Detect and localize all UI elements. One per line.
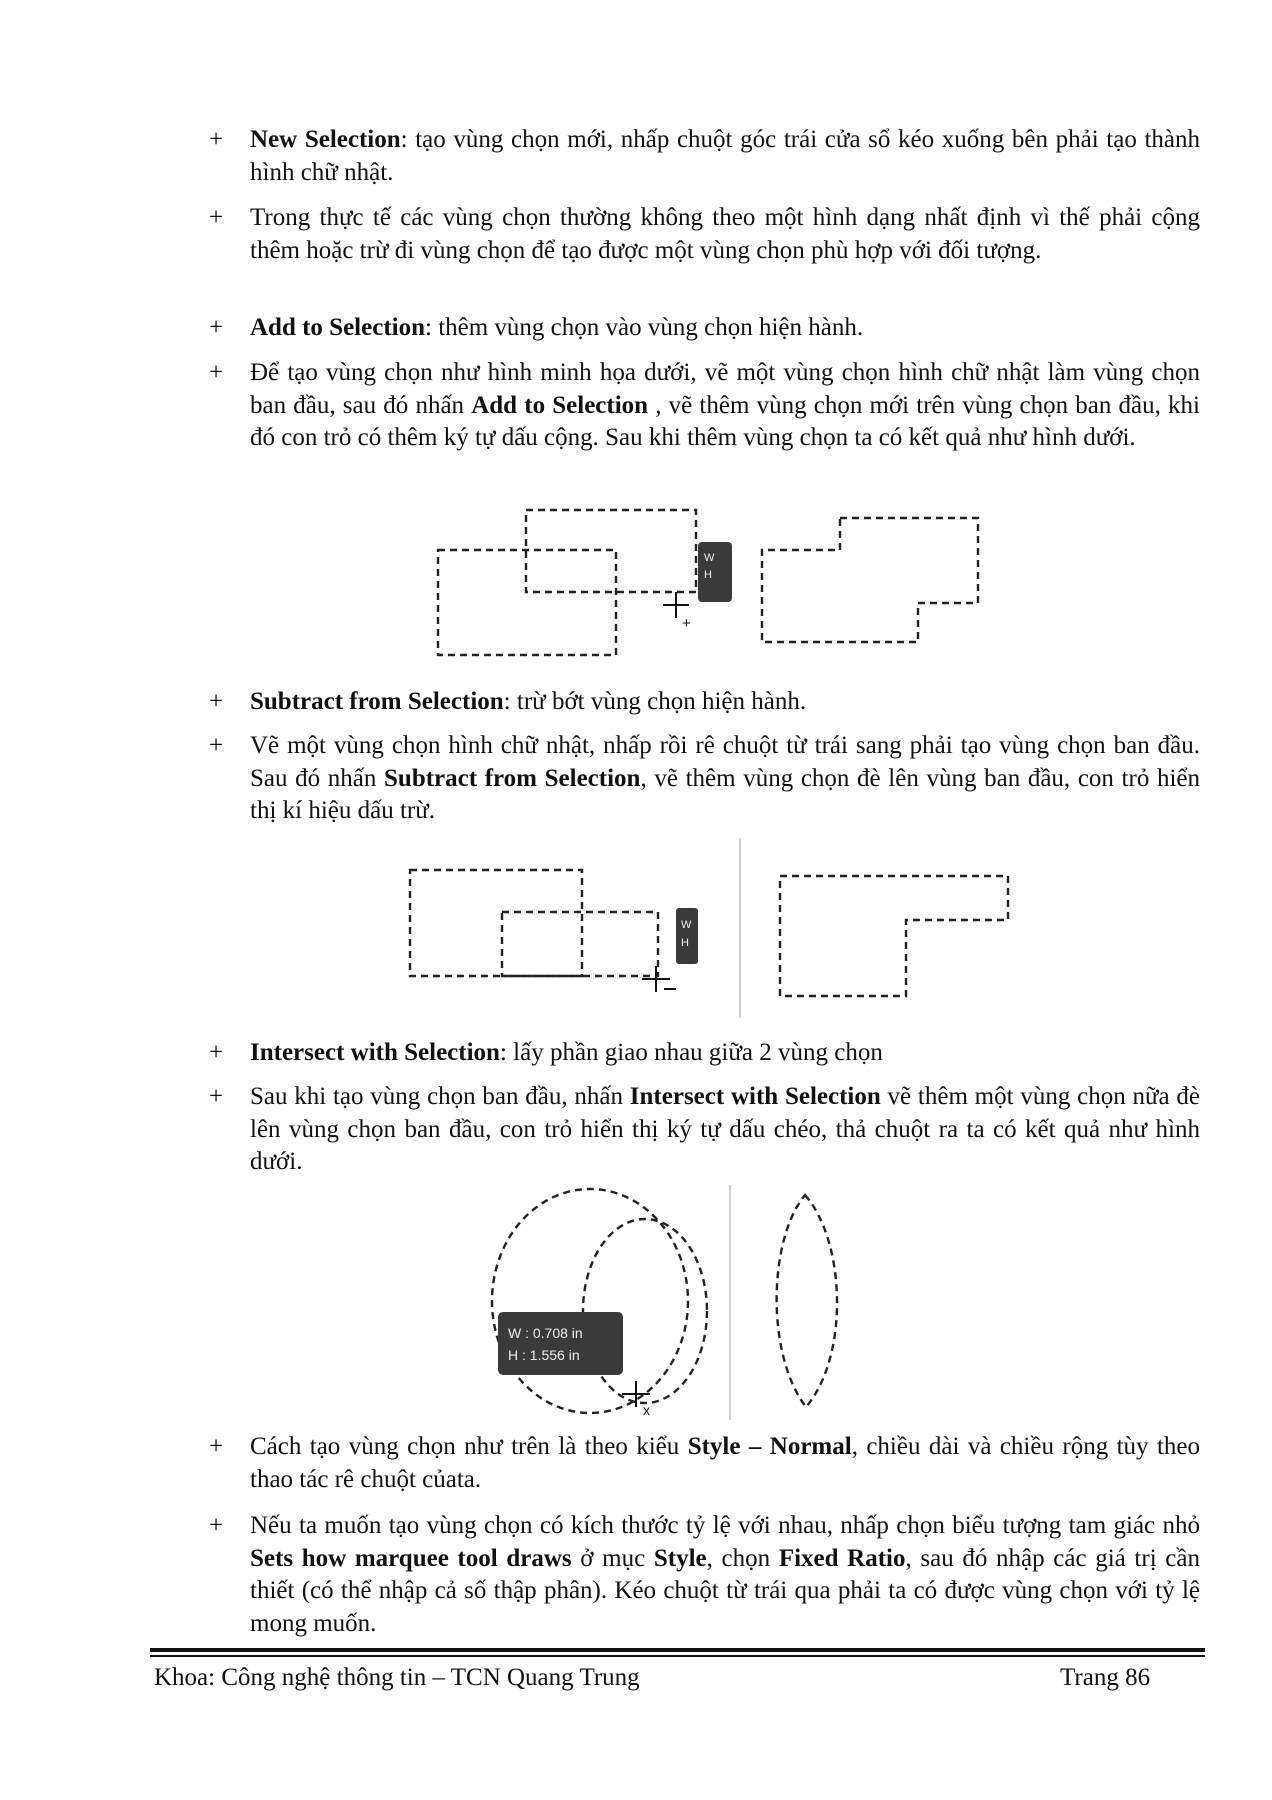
term-bold: Style – Normal [687, 1433, 852, 1460]
bullet-item-subtract-from-selection [208, 686, 1200, 719]
size-tooltip [498, 1312, 623, 1375]
item-text: , chiều dài và chiều rộng tùy theo thao tác rê chuột củata. [250, 1433, 1200, 1493]
term-bold: Subtract from Selection [384, 764, 641, 792]
term-bold: Intersect with Selection [250, 1039, 500, 1066]
footer-page-number: Trang 86 [1060, 1664, 1151, 1691]
intersected-selection-result [777, 1195, 837, 1407]
bullet-marker: + [208, 314, 224, 341]
term-bold: Add to Selection [471, 391, 649, 419]
term-bold: Style [653, 1544, 707, 1572]
x-modifier-icon: x [643, 1402, 650, 1418]
bullet-item-intersect-with-selection [208, 1037, 1200, 1070]
item-text: ở mục [571, 1544, 654, 1572]
item-text: : thêm vùng chọn vào vùng chọn hiện hành. [425, 314, 864, 341]
tooltip-height: H [681, 937, 689, 949]
item-text: Vẽ một vùng chọn hình chữ nhật, nhấp rồi rê chuột từ trái sang phải tạo vùng chọn ban đầu. Sau đó nhấn [250, 732, 1200, 792]
footer-department: Khoa: Công nghệ thông tin – TCN Quang Trung [154, 1664, 640, 1691]
bullet-item-add-to-selection [208, 312, 1200, 345]
merged-selection-result [762, 518, 978, 642]
item-text: Trong thực tế các vùng chọn thường không theo một hình dạng nhất định vì thế phải cộng thêm hoặc trừ đi vùng chọn để tạo được một vùng chọn phù hợp với đối tượng. [250, 204, 1200, 264]
bullet-item-subtract-instructions [208, 730, 1200, 828]
bullet-item-new-selection [208, 124, 1200, 189]
item-text: vẽ thêm một vùng chọn nữa đè lên vùng chọn ban đầu, con trỏ hiển thị ký tự dấu chéo, thả chuột ra ta có kết quả như hình dưới. [250, 1083, 1200, 1175]
item-text: Cách tạo vùng chọn như trên là theo kiểu [250, 1433, 688, 1460]
bullet-item-intersect-instructions [208, 1081, 1200, 1179]
term-bold: Subtract from Selection [250, 688, 504, 715]
bullet-marker: + [208, 1083, 224, 1110]
term-bold: Fixed Ratio [778, 1544, 906, 1572]
item-text: , sau đó nhập các giá trị cần thiết (có thể nhập cả số thập phân). Kéo chuột từ trái qua phải ta có được vùng chọn với tỷ lệ mong muốn. [250, 1544, 1200, 1637]
footer-rule [150, 1655, 1205, 1657]
tooltip-height: H : 1.556 in [508, 1347, 580, 1363]
image-gap [732, 490, 746, 670]
subtract-selection-illustration [380, 838, 1020, 1018]
initial-selection-rect [410, 870, 582, 976]
tooltip-height: H [704, 569, 712, 581]
term-bold: Intersect with Selection [629, 1083, 881, 1110]
term-bold: Sets how marquee tool draws [250, 1544, 572, 1572]
bullet-marker: + [208, 204, 224, 231]
bullet-marker: + [208, 1039, 224, 1066]
image-gap [698, 838, 706, 1018]
bullet-marker: + [208, 1433, 224, 1460]
intersect-ellipse-selection [583, 1219, 707, 1403]
initial-ellipse-selection [492, 1189, 688, 1413]
bullet-marker: + [208, 359, 224, 386]
term-bold: Add to Selection [250, 314, 425, 341]
item-text: , vẽ thêm vùng chọn mới trên vùng chọn ban đầu, khi đó con trỏ có thêm ký tự dấu cộng. Sau khi thêm vùng chọn ta có kết quả như hình dưới. [250, 391, 1200, 451]
tooltip-width: W [681, 919, 692, 931]
item-text: , chọn [706, 1544, 779, 1572]
item-text: : trừ bớt vùng chọn hiện hành. [503, 688, 807, 715]
bullet-marker: + [208, 688, 224, 715]
footer-rule [150, 1648, 1205, 1652]
item-text: Sau khi tạo vùng chọn ban đầu, nhấn [250, 1083, 630, 1110]
bullet-marker: + [208, 1512, 224, 1539]
item-text: : tạo vùng chọn mới, nhấp chuột góc trái cửa sổ kéo xuống bên phải tạo thành hình chữ nhật. [250, 126, 1200, 186]
figure-subtract-from-selection [380, 838, 1020, 1018]
plus-modifier-icon: + [682, 615, 691, 632]
item-text: : lấy phần giao nhau giữa 2 vùng chọn [499, 1039, 883, 1066]
bullet-marker: + [208, 732, 224, 759]
bullet-item-practice-note [208, 202, 1200, 267]
figure-intersect-with-selection [490, 1185, 910, 1420]
intersect-selection-illustration [490, 1185, 910, 1420]
item-text: Nếu ta muốn tạo vùng chọn có kích thước tỷ lệ với nhau, nhấp chọn biểu tượng tam giác nhỏ [250, 1512, 1200, 1539]
bullet-item-add-instructions [208, 357, 1200, 455]
bullet-item-style-normal [208, 1431, 1200, 1496]
bullet-marker: + [208, 126, 224, 153]
size-tooltip [676, 908, 698, 964]
bullet-item-fixed-ratio [208, 1510, 1200, 1640]
subtract-selection-rect [502, 912, 658, 976]
add-selection-illustration [420, 490, 1020, 670]
item-text: , vẽ thêm vùng chọn đè lên vùng ban đầu, con trỏ hiển thị kí hiệu dấu trừ. [250, 764, 1200, 824]
item-text: Để tạo vùng chọn như hình minh họa dưới, vẽ một vùng chọn hình chữ nhật làm vùng chọn ban đầu, sau đó nhấn [250, 359, 1200, 419]
tooltip-width: W : 0.708 in [508, 1325, 583, 1341]
subtracted-selection-result [780, 876, 1008, 996]
term-bold: New Selection [250, 126, 401, 153]
figure-add-to-selection [420, 490, 1020, 670]
tooltip-width: W [704, 552, 715, 564]
